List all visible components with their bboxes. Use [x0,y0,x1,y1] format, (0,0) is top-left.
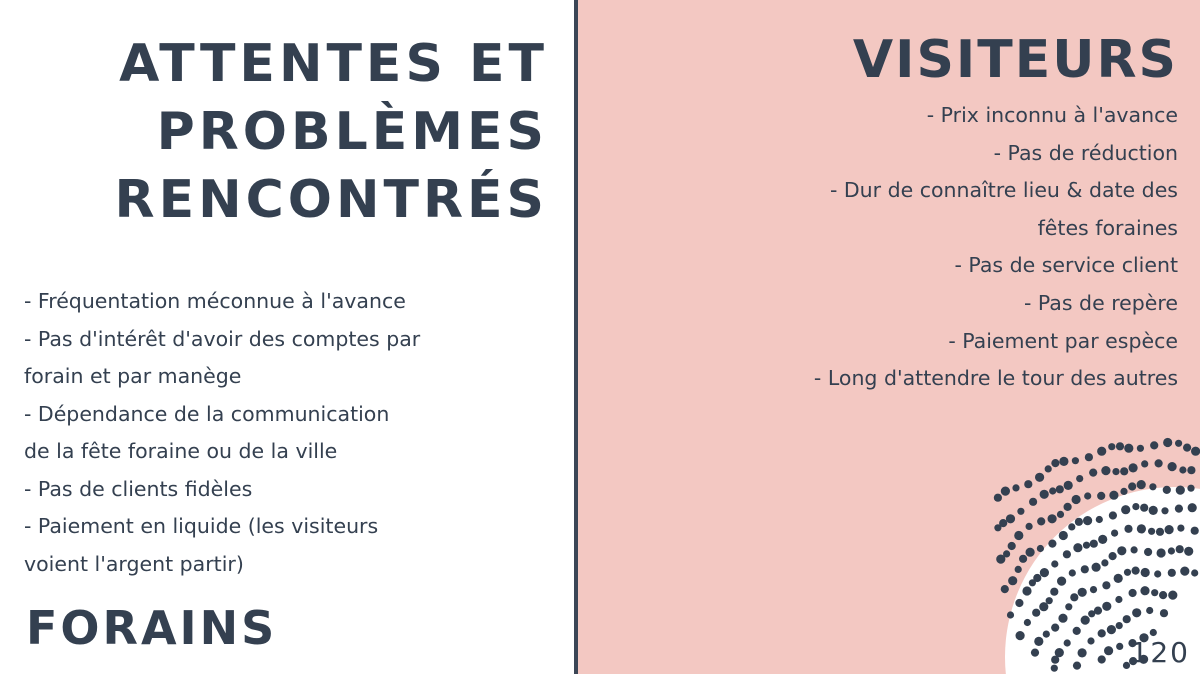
decorative-dot [1024,619,1031,626]
decorative-dot [1097,492,1105,500]
decorative-dot [1035,473,1044,482]
decorative-dot [1048,540,1056,548]
decorative-dot [1141,460,1148,467]
list-item: voient l'argent partir) [24,551,244,576]
decorative-dot [1057,511,1064,518]
decorative-dot [1137,480,1146,489]
decorative-dot [1072,457,1079,464]
decorative-dot [1154,570,1161,577]
decorative-dot [1109,511,1117,519]
decorative-dot [1051,560,1058,567]
list-item: - Pas de service client [954,253,1178,278]
decorative-dot [1098,655,1106,663]
decorative-dot [1081,565,1089,573]
decorative-dot [1097,447,1106,456]
decorative-dot [1072,495,1081,504]
decorative-dot [1116,622,1123,629]
decorative-dot [1114,574,1123,583]
expectations-title [115,30,548,234]
decorative-dot [1046,597,1053,604]
decorative-dot [1083,542,1090,549]
decorative-dot [1177,525,1184,532]
decorative-dot [1149,506,1158,515]
decorative-dot [1045,465,1052,472]
decorative-dot [1064,481,1073,490]
decorative-dot [1090,586,1097,593]
decorative-dot [1037,545,1044,552]
decorative-dot [1144,548,1152,556]
decorative-dot [1123,615,1131,623]
decorative-dot [1098,535,1107,544]
decorative-dot [1026,523,1033,530]
decorative-dot [1168,591,1177,600]
decorative-dot [1064,503,1072,511]
list-item: - Paiement par espèce [948,328,1178,353]
decorative-dot [1137,445,1144,452]
decorative-dot [1064,639,1071,646]
decorative-dot [1040,568,1049,577]
decorative-dot [1149,483,1156,490]
decorative-dot [1024,480,1032,488]
decorative-dot [1187,466,1195,474]
decorative-dot [1085,453,1093,461]
decorative-dot [1120,488,1127,495]
list-item: de la fête foraine ou de la ville [24,439,338,463]
list-item: - Prix inconnu à l'avance [926,103,1178,127]
decorative-dot [1029,498,1037,506]
decorative-dot [1019,555,1027,563]
decorative-dot [1184,547,1193,556]
decorative-dot [1168,462,1177,471]
list-item: - Dépendance de la communication [24,401,390,426]
visiteurs-heading: VISITEURS [852,30,1178,90]
decorative-dot [1101,559,1108,566]
decorative-dot [1089,469,1097,477]
decorative-dot [1124,525,1132,533]
decorative-dot [1056,485,1064,493]
decorative-dot [1007,611,1014,618]
decorative-dot [1165,525,1174,534]
decorative-dot [1120,467,1128,475]
decorative-dot [1070,593,1078,601]
decorative-dot [1160,609,1168,617]
decorative-dot [1111,530,1118,537]
decorative-dot [1032,609,1040,617]
decorative-dot [1078,588,1087,597]
decorative-dot [1132,608,1141,617]
list-item: - Pas de repère [1023,290,1178,315]
decorative-dot [1156,528,1164,536]
list-item: - Fréquentation méconnue à l'avance [24,289,406,313]
decorative-dot [1087,637,1094,644]
decorative-dot [1040,490,1049,499]
decorative-dot [1037,517,1045,525]
list-item: - Long d'attendre le tour des autres [813,366,1178,391]
decorative-dot [1051,459,1059,467]
decorative-dot [1150,441,1158,449]
decorative-dot [1159,591,1167,599]
decorative-dot [1003,550,1010,557]
forains-problem-list [24,283,464,583]
forains-heading: FORAINS [26,601,278,655]
list-item: - Dur de connaître lieu & date des [829,178,1178,203]
decorative-dot [1128,482,1136,490]
decorative-dot [1116,442,1124,450]
decorative-dot [1075,518,1083,526]
decorative-dot [1008,576,1017,585]
left-panel [0,0,576,674]
list-item: fêtes foraines [1037,215,1178,240]
decorative-dot [1050,588,1058,596]
decorative-dot [1069,569,1076,576]
decorative-dot [1048,514,1057,523]
decorative-dot [1155,459,1163,467]
decorative-dot [1051,665,1058,672]
decorative-dot [1078,648,1087,657]
decorative-dot [1188,503,1197,512]
decorative-dot [1101,466,1110,475]
decorative-dot [1094,607,1102,615]
list-item: - Pas d'intérêt d'avoir des comptes par [24,326,421,351]
decorative-dot [1124,444,1133,453]
title-line: ATTENTES ET [119,34,548,94]
decorative-dot [1084,492,1091,499]
decorative-dot [1068,523,1075,530]
decorative-dot [1168,547,1175,554]
decorative-dot [1161,507,1168,514]
decorative-dot [1065,603,1072,610]
visiteurs-problem-list [814,97,1178,398]
decorative-dot [1073,543,1082,552]
decorative-dot [1017,508,1024,515]
decorative-dot [1014,531,1023,540]
decorative-dot [1157,548,1166,557]
decorative-dot [994,494,1002,502]
decorative-dot [1016,631,1025,640]
decorative-dot [1191,569,1198,576]
decorative-dot [1180,567,1189,576]
decorative-dot [1008,542,1016,550]
decorative-dot [1117,546,1126,555]
decorative-dot [1031,649,1039,657]
decorative-dot [1140,586,1149,595]
decorative-dot [1179,466,1186,473]
decorative-dot [1063,550,1071,558]
list-item: - Paiement en liquide (les visiteurs [24,514,379,538]
decorative-dot [1132,503,1139,510]
decorative-dot [1057,577,1066,586]
decorative-dot [1001,585,1009,593]
decorative-dot [1141,568,1150,577]
decorative-dot [999,519,1007,527]
decorative-dot [1059,457,1068,466]
decorative-dot [1092,563,1101,572]
list-item: - Pas de clients fidèles [24,476,253,501]
decorative-dot [1187,485,1194,492]
decorative-dot [1121,505,1130,514]
title-line: PROBLÈMES [156,102,548,162]
decorative-dot [1073,662,1081,670]
decorative-dot [1055,648,1064,657]
title-line: RENCONTRÉS [114,170,548,230]
decorative-dot [1051,624,1059,632]
decorative-dot [1116,643,1123,650]
decorative-dot [1163,486,1171,494]
decorative-dot [1104,646,1113,655]
decorative-dot [1129,463,1138,472]
decorative-dot [1140,504,1148,512]
decorative-dot [1033,574,1041,582]
decorative-dot [1022,586,1031,595]
decorative-dot [1015,599,1023,607]
decorative-dot [1043,631,1050,638]
decorative-dot [1148,528,1155,535]
decorative-dot [1012,484,1019,491]
decorative-dot [1191,527,1199,535]
decorative-dot [1129,589,1137,597]
decorative-dot [1132,567,1140,575]
decorative-dot [1109,552,1117,560]
decorative-dot [1049,487,1056,494]
decorative-dot [1191,447,1200,456]
list-item: forain et par manège [24,364,242,388]
decorative-dot [1058,614,1067,623]
decorative-dot [1124,569,1131,576]
decorative-dot [1131,546,1138,553]
decorative-dot [1137,524,1146,533]
decorative-dot [1109,491,1118,500]
decorative-dot [1176,486,1185,495]
page-number: 120 [1130,636,1190,669]
decorative-dot [1151,589,1158,596]
decorative-dot [1081,616,1090,625]
decorative-dot [1168,569,1176,577]
decorative-dot [1175,505,1183,513]
decorative-dot [1115,596,1122,603]
decorative-dot [1015,566,1022,573]
decorative-dot [1176,545,1184,553]
decorative-dot [1183,444,1191,452]
decorative-dot [1163,438,1172,447]
decorative-dot [1090,540,1098,548]
decorative-dot [1083,516,1092,525]
decorative-dot [1073,627,1081,635]
decorative-dot [1034,637,1043,646]
decorative-dot [1146,607,1153,614]
decorative-dot [1102,602,1111,611]
decorative-dot [1059,531,1068,540]
decorative-dot [1107,625,1116,634]
list-item: - Pas de réduction [993,140,1178,165]
decorative-dot [1006,514,1015,523]
decorative-dot [1102,581,1110,589]
decorative-dot [1001,487,1010,496]
decorative-dot [1123,662,1130,669]
right-panel [578,0,1200,674]
decorative-dot [1175,440,1182,447]
decorative-dot [1096,516,1103,523]
decorative-dot [1108,443,1115,450]
decorative-dot [1098,629,1106,637]
decorative-dot [1112,468,1119,475]
decorative-dot [1026,548,1035,557]
decorative-dot [1076,475,1083,482]
